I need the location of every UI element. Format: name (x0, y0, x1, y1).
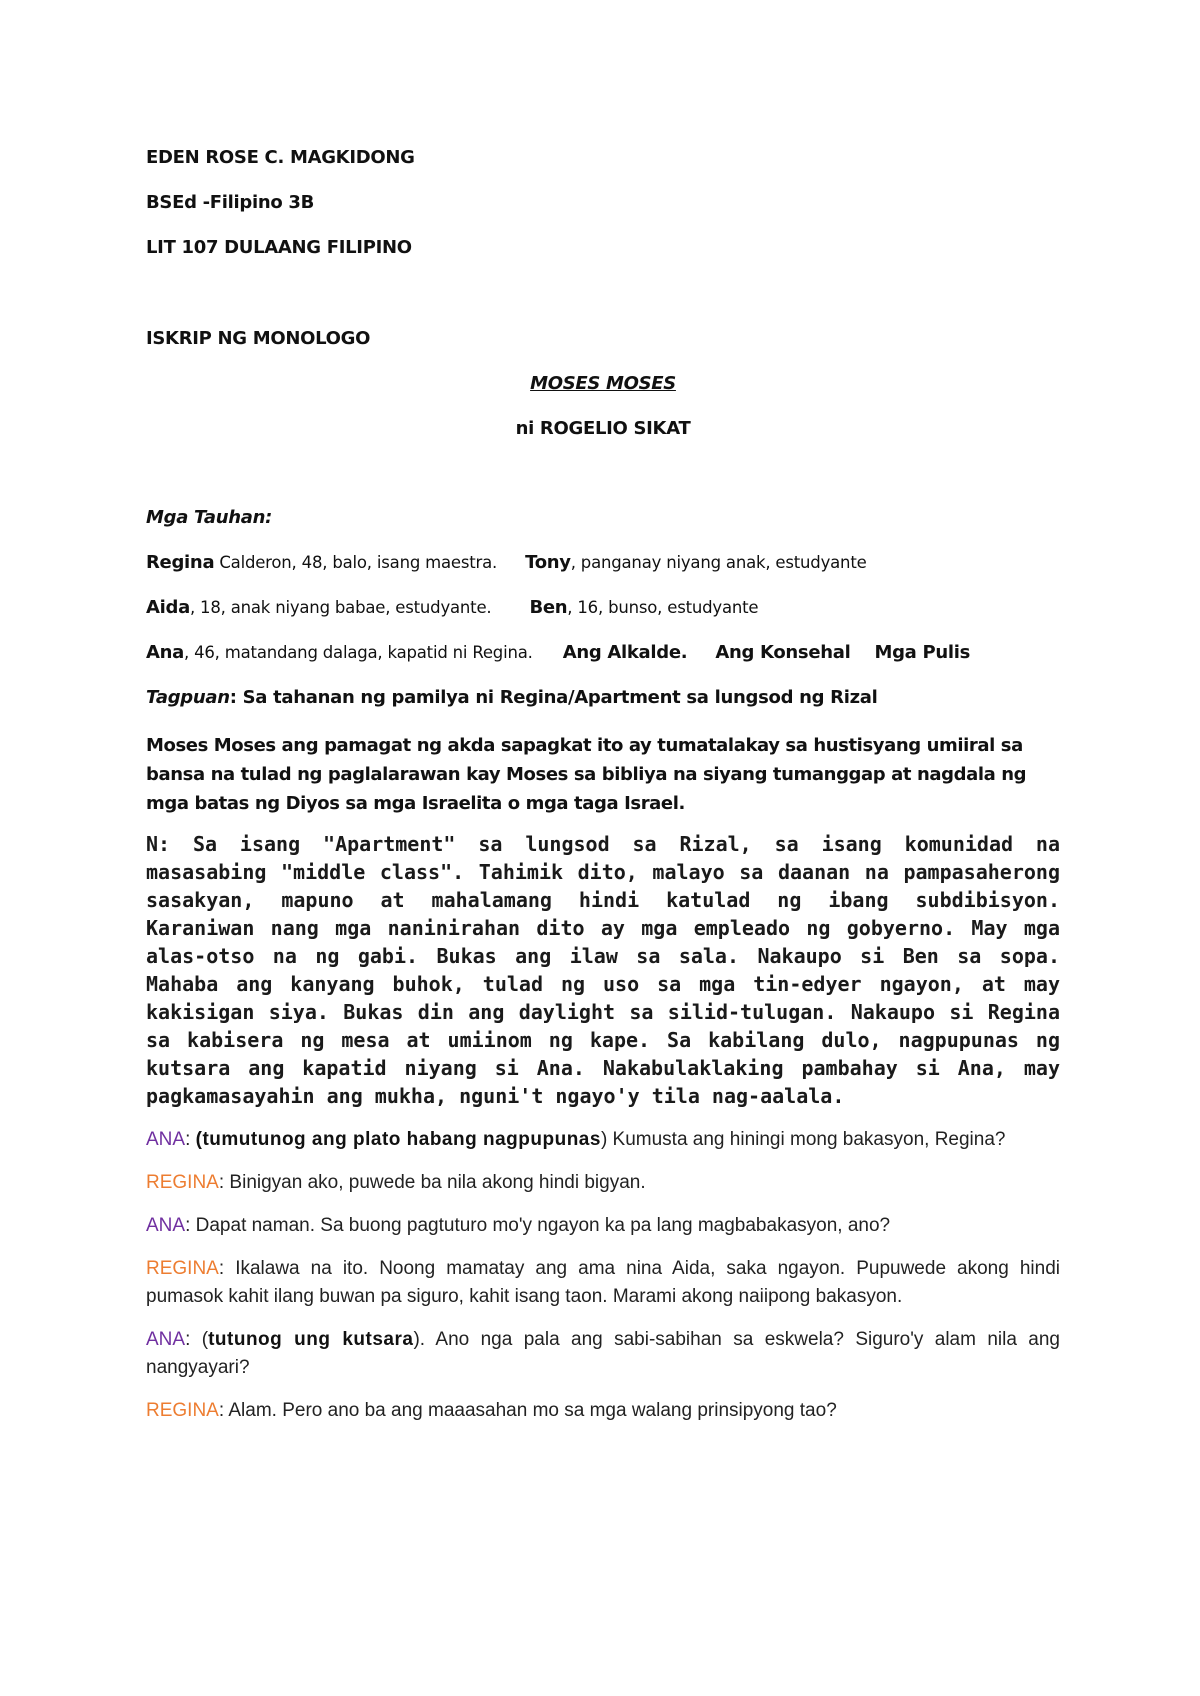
speaker-label: REGINA (146, 1400, 219, 1421)
cast-name: Regina (146, 552, 215, 573)
narration: N: Sa isang "Apartment" sa lungsod sa Rizal, sa isang komunidad na masasabing "middle class". Tahimik dito, malayo sa daanan na pampasaherong sasakyan, mapuno at mahalamang hindi katulad ng ibang subdibisyon. Karaniwan nang mga naninirahan dito ay mga empleado ng gobyerno. May mga alas-otso na ng gabi. Bukas ang ilaw sa sala. Nakaupo si Ben sa sopa. Mahaba ang kanyang buhok, tulad ng uso sa mga tin-edyer ngayon, at may kakisigan siya. Bukas din ang daylight sa silid-tulugan. Nakaupo si Regina sa kabisera ng mesa at umiinom ng kape. Sa kabilang dulo, nagpupunas ng kutsara ang kapatid niyang si Ana. Nakabulaklaking pambahay si Ana, may pagkamasayahin ang mukha, nguni't ngayo'y tila nag-aalala. (146, 832, 1060, 1108)
dialogue-text: Kumusta ang hiningi mong bakasyon, Regina? (607, 1129, 1006, 1150)
speaker-label: REGINA (146, 1258, 219, 1279)
dialogue-text: Binigyan ako, puwede ba nila akong hindi bigyan. (229, 1172, 646, 1193)
cast-name: Mga Pulis (874, 642, 971, 663)
speaker-label: ANA (146, 1329, 186, 1350)
cast-desc: , 18, anak niyang babae, estudyante. (189, 598, 492, 617)
speaker-label: REGINA (146, 1172, 219, 1193)
cast-row-1 (146, 551, 1060, 575)
dialogue-line: ANA: (tumutunog ang plato habang nagpupunas) Kumusta ang hiningi mong bakasyon, Regina? (146, 1129, 1006, 1150)
dialogue (146, 1126, 1060, 1425)
cast-name: Ang Alkalde. (562, 642, 688, 663)
stage-direction: tumutunog ang plato habang nagpupunas (202, 1129, 601, 1150)
dialogue-text: Ikalawa na ito. Noong mamatay ang ama nina Aida, saka ngayon. Pupuwede akong hindi pumasok kahit ilang buwan pa siguro, kahit isang taon. Marami akong naiipong bakasyon. (146, 1258, 1060, 1307)
cast-desc: , 46, matandang dalaga, kapatid ni Regina. (184, 643, 533, 662)
cast-row-3 (146, 641, 1060, 665)
document-body (146, 146, 1060, 1440)
play-byline: ni ROGELIO SIKAT (515, 418, 691, 439)
cast-heading: Mga Tauhan: (146, 507, 272, 528)
setting (146, 686, 1060, 710)
subject-title: LIT 107 DULAANG FILIPINO (146, 237, 412, 258)
course-section: BSEd -Filipino 3B (146, 192, 315, 213)
setting-label: Tagpuan (146, 687, 230, 708)
cast-desc: Calderon, 48, balo, isang maestra. (214, 553, 498, 572)
cast-name: Tony (525, 552, 571, 573)
dialogue-text: Dapat naman. Sa buong pagtuturo mo'y ngayon ka pa lang magbabakasyon, ano? (195, 1215, 891, 1236)
dialogue-line: ANA: Dapat naman. Sa buong pagtuturo mo'y ngayon ka pa lang magbabakasyon, ano? (146, 1215, 891, 1236)
dialogue-text: Alam. Pero ano ba ang maaasahan mo sa mga walang prinsipyong tao? (228, 1400, 837, 1421)
dialogue-line: REGINA: Alam. Pero ano ba ang maaasahan mo sa mga walang prinsipyong tao? (146, 1400, 837, 1421)
cast-name: Ana (146, 642, 184, 663)
document-type: ISKRIP NG MONOLOGO (146, 328, 371, 349)
dialogue-line: REGINA: Ikalawa na ito. Noong mamatay ang ama nina Aida, saka ngayon. Pupuwede akong hindi pumasok kahit ilang buwan pa siguro, kahit isang taon. Marami akong naiipong bakasyon. (146, 1258, 1060, 1307)
speaker-label: ANA (146, 1129, 186, 1150)
cast-name: Ben (529, 597, 568, 618)
title-summary: Moses Moses ang pamagat ng akda sapagkat ito ay tumatalakay sa hustisyang umiiral sa bansa na tulad ng paglalarawan kay Moses sa bibliya na siyang tumanggap at nagdala ng mga batas ng Diyos sa mga Israelita o mga taga Israel. (146, 735, 1027, 814)
cast-name: Aida (146, 597, 190, 618)
author-name: EDEN ROSE C. MAGKIDONG (146, 147, 415, 168)
dialogue-text: . Ano nga pala ang sabi-sabihan sa eskwela? Siguro'y alam nila ang nangyayari? (146, 1329, 1060, 1378)
setting-text: : Sa tahanan ng pamilya ni Regina/Apartment sa lungsod ng Rizal (229, 687, 878, 708)
cast-desc: , 16, bunso, estudyante (567, 598, 759, 617)
cast-name: Ang Konsehal (715, 642, 851, 663)
cast-row-2 (146, 596, 1060, 620)
dialogue-line: REGINA: Binigyan ako, puwede ba nila akong hindi bigyan. (146, 1172, 646, 1193)
dialogue-line: ANA: (tutunog ung kutsara). Ano nga pala ang sabi-sabihan sa eskwela? Siguro'y alam nila ang nangyayari? (146, 1329, 1060, 1378)
cast-desc: , panganay niyang anak, estudyante (570, 553, 867, 572)
speaker-label: ANA (146, 1215, 186, 1236)
stage-direction: tutunog ung kutsara (208, 1329, 414, 1350)
play-title: MOSES MOSES (530, 373, 676, 394)
